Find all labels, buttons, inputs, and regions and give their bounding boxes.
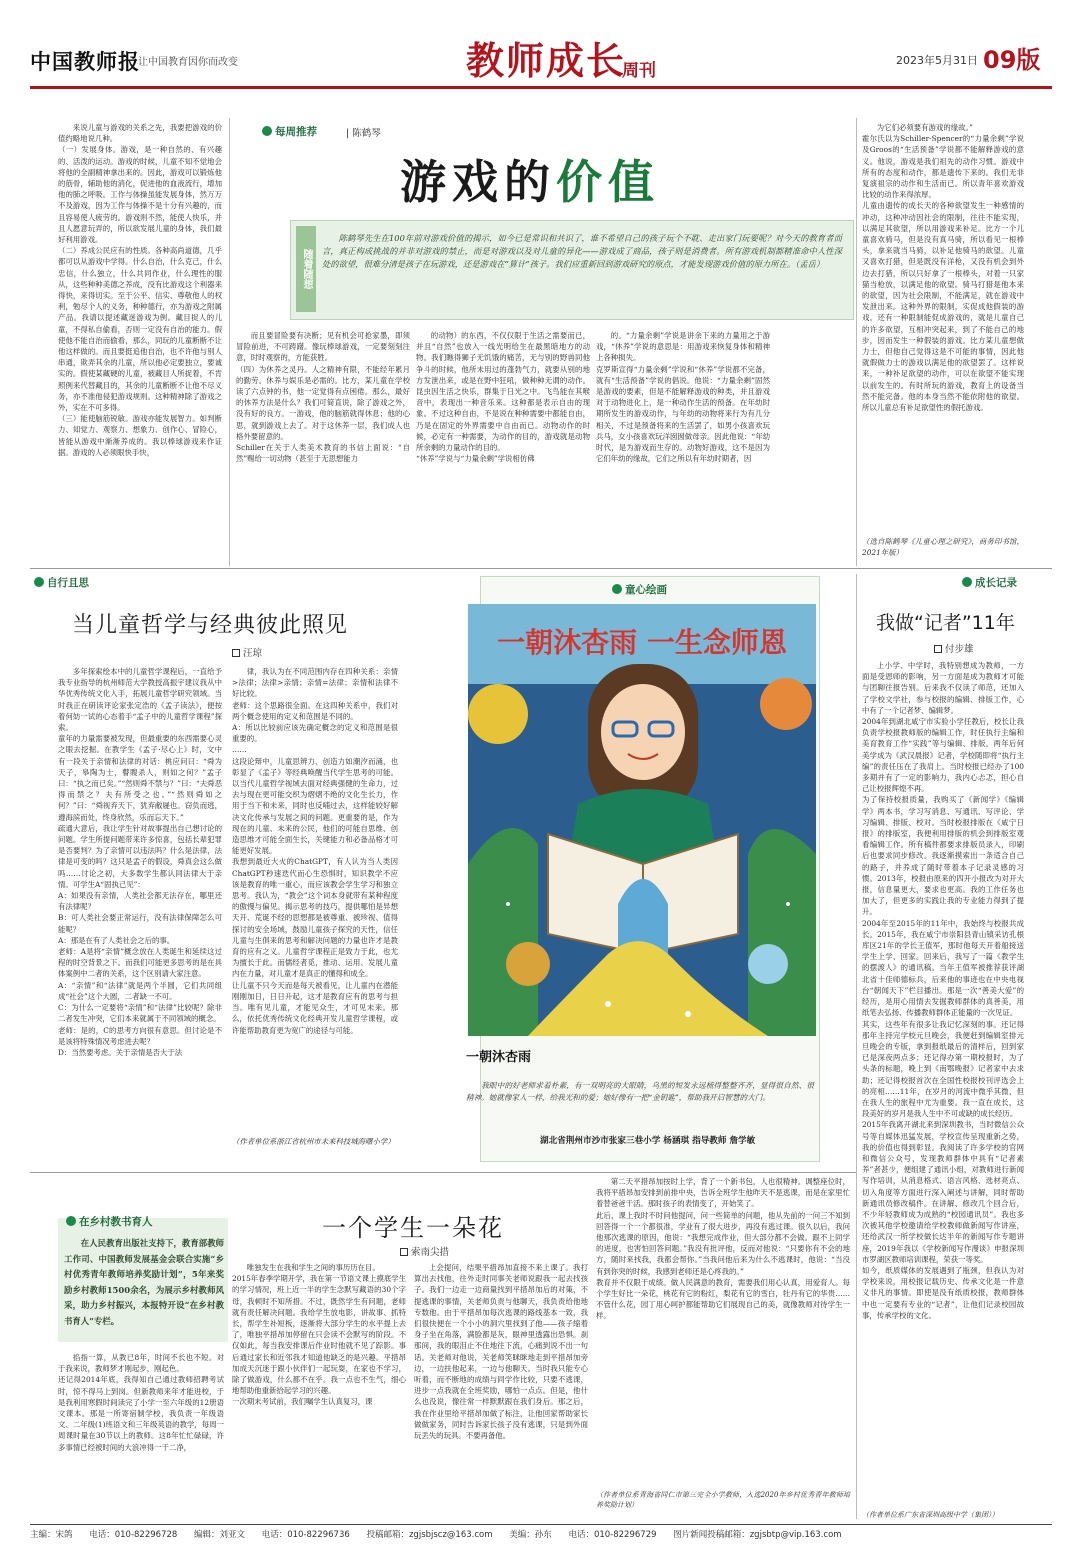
author-box-icon (934, 645, 942, 653)
game-article-col2 (236, 330, 410, 560)
game-article-byline: | 陈鹤琴 (346, 128, 381, 139)
rural-column-tag-label: 在乡村教书育人 (79, 1216, 153, 1228)
leaf-icon (34, 577, 44, 587)
reporter-article-tag (962, 575, 1017, 590)
student-article-col1 (58, 1352, 224, 1518)
leaf-icon (612, 584, 622, 594)
artwork-title: 一朝沐杏雨 (466, 1050, 532, 1065)
author-box-icon (400, 1248, 408, 1256)
game-article-tag-label: 每周推荐 (275, 126, 317, 138)
reporter-article-author: 付步雄 (945, 644, 974, 655)
footer-designer-phone: 电话：010-82296729 (568, 1530, 657, 1540)
philo-article-title: 当儿童哲学与经典彼此照见 (72, 613, 349, 638)
title-part2: 价值 (556, 155, 660, 209)
page-number: 09版 (983, 46, 1041, 74)
student-article-col1-text: 掐指一算，从教已8年，时间不长也不短。对于我来说，教师梦才刚起步，刚起色。 还记得2014年底，我得知自己通过教师招聘考试时，惊不得马上到岗。但新教师来年才能进校，于是我利用寒假时间读完了小学一至六年级的12册语文课本。那是一所寄宿制学校，我负责一年级语文、二年级(1)班语文和三年级英语的教学，每周一周课时量在30节以上的教师。这8年忙忙碌碌，许多事情已经被时间的大浪冲得一干二净， (58, 1353, 224, 1452)
newspaper-slogan: 让中国教育因你而改变 (138, 57, 238, 68)
reporter-article-text: 上小学、中学时，我特别想成为教师，一方面是受恩师的影响，另一方面是成为教师才可能与团聊往报告别。后来我不仅读了师范，还加入了学校文学社，参与校报的编辑、排版工作，心中有了一个记者梦、编辑梦。 2004年到湖北咸宁市实验小学任教后，校长让我负责学校报教师版的编辑工作，时任执行主编和美育教育工作“实践”等与编辑、排版。两年后何美学成为《武汉晨报》记者，学校随即将“执行主编”的责任压在了我肩上。当时校报已经办了100多期并有了一定的影响力，我内心忐忑，担心自己让校报辉煌不再。 为了保持校报质量，我购买了《新闻学》《编辑学》两本书，学习写消息、写通讯、写评论、学习编辑、排版、校对。当时校报排版在《咸宁日报》的排版室，我便利用排版的机会到排版室观看编辑工作。所有稿件都要求排版员录入，印刷后也要求同步修改。我逐渐摸索出一条适合自己的路子，并养成了随时带着本子记录灵感的习惯。2013年，校报由原来的四开小报改为对开大报，信息量更大，要求也更高。我的工作任务也加大了，但更多的实践让我的专业能力得到了提升。 2004年至2015年的11年中，我始终与校报共成长。2015年，我在咸宁市崇阳县青山镇采访孔根库区21年的学长王值军，那时他每天开着船接送学生上学、回家。回来后，我写了一篇《教学生的摆渡人》的通讯稿。当年王值军被推荐获评湖北省十佳师德标兵，后来他的事迹也在中央电视台“朝闻天下”栏目播出。那是一次“善美大爱”的经历，是用心用情去发掘教师群体的真善美，用纸笔去弘扬、传播教师群体正能量的一次见证。 其实，这些年有很多让我记忆深刻的事。还记得那年主持完学校元旦晚会，我便赶到编辑室排元旦晚会的专版，拿到报纸最后的清样后，回到家已是深夜两点多；还记得办第一期校报时，为了头条的标题，晚上到《南鄂晚报》记者家中去求助；还记得校报首次在全国性校报校刊评选会上的亮相……11年，在岁月的河流中微乎其微，但在我人生的旅程中尤为重要。我一直在成长，这段美好的岁月是我人生中不可或缺的成长经历。 2015年我离开湖北来到深圳教书，当时微信公众号等自媒体迅猛发展，学校宣传呈现重新之势，我的价值也得到彰显。我阅读了许多学校的官网和微信公众号，发现教师群体中具有“记者素养”者甚少，便组建了通讯小组，对教师进行新闻写作培训，从消息格式、语言风格、选材亮点、切入角度等方面进行深入阐述与讲解，同时帮助新通讯员修改稿件。在讲解、修改几个回合后，不少年轻教师成为成熟的“校园通讯员”。我也多次被其他学校邀请给学校教师做新闻写作讲座，还给武汉一所学校做长达半年的新闻写作专题讲座，2019年我以《学校新闻写作漫谈》申报深圳市罗湖区教师培训课程，荣获一等奖。 如今，纸质媒体的发展遇到了瓶颈，但我认为对学校来说，用校报记载历史、传承文化是一件意义非凡的事情。即使是没有纸质校报，教师群体中也一定要有专业的“记者”，让他们记录校园故事，传承学校的文化。 (862, 661, 1024, 1320)
artwork-tag-label: 童心绘画 (625, 584, 667, 596)
reporter-article-body (862, 660, 1024, 1508)
philo-article-tag (34, 575, 89, 590)
drawing-banner-text: 一朝沐杏雨 一生念师恩 (497, 626, 787, 659)
column-divider (229, 118, 230, 566)
game-article-title (400, 146, 660, 212)
title-part1: 游戏的 (400, 155, 556, 209)
editor-note-tag: 随着随想 (296, 226, 316, 312)
section-subtitle: 周刊 (622, 61, 656, 81)
philo-article-author: 汪琼 (243, 648, 263, 659)
artwork-tag (612, 582, 667, 597)
game-article-col4 (596, 330, 770, 560)
game-article-col1-text: 来说儿童与游戏的关系之先，我要把游戏的价值约略地说几种。 （一）发展身体。游戏，是一种自然的、有兴趣的、活泼的运动。游戏的时候，儿童不知不觉地会将他的全副精神拿出来的。因此，游戏可以锻炼他的筋骨，辅助他的消化，促进他的血液流行，增加他的肺之呼吸。工作与体操虽能发展身体，然万万不及游戏，因为工作与体操不是十分有兴趣的，而且容易使人疲劳的。游戏则不然，能使人快乐，并且人愿意玩弄的，所以欲发展儿童的身体，我们最好利用游戏。 （二）养成公民应有的性质。各种高尚道德，几乎都可以从游戏中学得。什么自治，什么克己，什么忠信，什么独立，什么共同作业，什么理性的服从，这些种种美德之养成，没有比游戏这个利器来得快，来得切实。至于公平、信实、尊敬他人的权利，勉尽个人的义务，种种德行，亦为游戏之附属产品。我请以提述藏迷游戏为例。藏目捉人的儿童，不得私自偷看，否则一定没有自治的能力。假使他不能自治而偷看，那么，同玩的儿童断断不让他这样做的。而且要挺追他自治，也不许他与别人串通，欺弄其余的儿童，所以他必定要独立，要诚实的。假使某藏硬的儿童，被藏目人所捉着，不肯照例来代替藏目的，其余的儿童断断不让他不尽义务，亦不准他侵犯游戏规则。这种精神除了游戏之外，实在不可多得。 （三）能使脑筋锐敏。游戏亦能发展智力。如判断力、知觉力、观察力、想象力、创作心、冒险心，皆能从游戏中渐渐养成的。我以棒球游戏来作证据。游戏的人必须眼快手快， (58, 123, 222, 457)
column-divider (856, 574, 857, 1519)
footer-rule (30, 1524, 1052, 1525)
game-article-col4-text: 的。“力量余剩”学说是讲余下来的力量用之于游戏，“休养”学说的意思是：用游戏来恢复身体和精神上各种损失。 克罗斯宣得“力量余剩”学说和“休养”学说都不完备，就有“生活预备”学说的倡说。他说：“力量余剩”固然是游戏的要素，但是不能解释游戏的种类，并且游戏对于动物进化上，是一种动作生活的预备。在年幼时期所发生的游戏动作，与年幼的动物将来行为有几分相关，不过是预备将来的生活罢了，如男小孩喜欢玩兵马，女小孩喜欢玩洋囡囡做母亲。因此他说：“年幼时代，是为游戏而生存的。动物好游戏，这不是因为它们年幼的缘故，它们之所以有年幼时期者，因 (596, 331, 770, 464)
philo-article-byline (232, 645, 262, 659)
child-drawing-teacher (468, 604, 816, 1036)
page-footer (30, 1528, 856, 1540)
philo-article-col2-text: 律，我认为在不同范围内存在四种关系：亲情>法律；法律>亲情；亲情=法律；亲情和法律不好比较。 老师：这个思路很全面。在这四种关系中，我们对两个概念使用的定义和范围是不同的。 A：所以比较前应该先确定概念的定义和范围是很重要的。 …… 这段论辩中，儿童思辨力、创造力如潮汐而涌，也彰显了《孟子》等经典唤醒当代学生思考的可能。以当代儿童哲学视域去面对经典强健的生命力，过去与现在更可能交织为熠熠不绝的文化生长力，作用于当下和未来，同时也反哺过去，这样能较好解决文化传承与发展之间的问题。更重要的是，作为现在的儿童、未来的公民，他们的可能自思维、创造思维才可能全面生长，关键能力和必备品格才可能更好发展。 我想到最近大火的ChatGPT，有人认为当人类因ChatGPT秒速迭代而心生恐惧时，知识教学不应该是教育的唯一重心，而应该教会学生学习和独立思考。我认为，“教会”这个词本身就带有某种程度的傲慢与偏见。揭示思考的技巧，提供哪怕是异想天开、荒诞不经的思想都是被尊重、被珍视、值得探讨的安全场域，鼓励儿童孩子探究的天性，信任儿童与生俱来的思考和解决问题的力量也许才是教育的应有之义。儿童哲学课程正是致力于此，也尤为擅长于此。而儒经者觅，推动、运用、发展儿童内在力量，对儿童才是真正的懂得和成全。 让儿童不只今天而是每天被看见，让儿童内在潜能刚刚加日，日日升起，这才是教育应有的思考与担当。唯有见儿童，才能见众生，才可见未来。那么，依托优秀传统文化经典开发儿童哲学课程，或许能帮助教育更为宽广的途径与可能。 (232, 667, 398, 1035)
student-article-col2 (232, 1262, 406, 1518)
artwork-caption: 我眼中的好老师求着朴素，有一双明亮的大眼睛，乌黑的短发永远梳得整整齐齐，显得很自然、很精神。她就像家人一样，给我光和的爱；她好像有一把“金钥匙”，帮助我开启智慧的大门。 (466, 1081, 814, 1102)
reporter-article-title: 我做“记者”11年 (876, 612, 1015, 634)
game-article-author: 陈鹤琴 (352, 128, 381, 139)
student-article-col3 (414, 1262, 588, 1518)
leaf-icon (66, 1216, 76, 1226)
reporter-article-tag-label: 成长记录 (975, 577, 1017, 589)
author-box-icon (232, 649, 240, 657)
section-divider (30, 568, 1052, 569)
student-article-byline (400, 1244, 449, 1258)
editor-note-text: 陈鹤琴先生在100年前对游戏价值的揭示，如今已是常识和共识了，谁不希望自己的孩子玩个不耽、走出家门玩要呢？对今天的教育者而言，真正构成挑战的并非对游戏的禁止，而是对游戏以及对儿童的异化——游戏成了商品，孩子则是消费者。所有游戏机制都精准命中人性深处的欲望，很难分清是孩子在玩游戏，还是游戏在“算计”孩子。我们应重新回到游戏研究的原点，才能发现游戏价值的原力所在。（孟岳） (322, 233, 842, 269)
issue-date: 2023年5月31日 (896, 54, 978, 67)
leaf-icon (262, 126, 272, 136)
student-article-col4-text: 第二天平措昂加按时上学，背了一个新书包，人也很精神。调整座位时，我将平措昂加安排到前排中央，告诉全班学生他昨天不是逃课，而是在家里忙着替爸爸干活。那时孩子的表情变了，开始笑了。 此后，课上我时不时问他提问，问一些简单的问题，他从先前的一问三不知到回答得一个一个都很准，学业有了很大进步，再没有逃过课。很久以后，我问他那次逃课的原因，他说：“我想完成作业，但大部分都不会做。跟不上同学的进度，也害怕回答问题。”我没有批评他，反而对他说：“只要你有不会的地方，随时来找我，我都会帮你。”当我问他后来为什么不逃课时，他说：“当没有到你突的时候，我感到老师还是心疼我的。” 教育并不仅限于成绩。做人民满意的教育，需要我们用心认真，用爱育人。每个学生好比一朵花，桃花有它的粉红，梨花有它的雪白，牡丹有它的华贵……不管什么花，园丁用心呵护都能帮助它们展现自己的美，就像教师对待学生一样。 (596, 1177, 850, 1321)
student-article-col2-text: 唯独发生在我和学生之间的事历历在目。 2015年春季学期开学，我在第一节语文课上摸底学生的学习情况，班上近一半的学生念默写藏语的30个字母，我顿时不知所措。不过，既然学生有问题，老师就有责任解决问题。我给学生放电影，讲故事、抓特长，帮学生补短板，逐渐将大部分学生的水平提上去了，唯独平措昂加停留在只会读不会默写的阶段。不仅如此，每当我安排课后作业时他就不见了踪影。事后通过家长和近邻我才知道他缺乏的是兴趣。平措昂加成天沉迷于跟小伙伴们一起玩耍，在家也不学习，除了做游戏，什么都不在乎。我一点也不生气，细心地帮助他重新拾起学习的兴趣。 一次期末考试前，我们嘱学生认真复习，课 (232, 1263, 406, 1407)
footer-editor: 主编：宋鸽 (30, 1530, 73, 1540)
reporter-article-byline (934, 641, 974, 655)
student-article-source: （作者单位系青海省同仁市第三完全小学教师，入选2020年乡村优秀青年教师培养奖励计划） (596, 1491, 850, 1509)
masthead (0, 0, 1080, 84)
game-article-col2-text: 而且要冒险要有决断；见有机会可抢家墨，即须冒险前进，不可踌躇。像玩棒球游戏，一定要刻刻注意，时时观察的，方能获胜。 （四）为休养之灵丹。人之精神有限，不能经年累月的勤劳。休养与娱乐是必需的。比方，某儿童在学校读了六点钟的书，他一定觉得有点困倦。那么，最好的休养方法是什么？我们可简直说，除了游戏之外，没有好的良方。一游戏，他的脑筋就得休息；他的心思，就到游戏上去了。对于这休养一层，我们成人也格外要留意的。 Schiller在关于人类美术教育的书信上面说：“自然”赐给一切动物（甚至于无思想能力 (236, 331, 410, 464)
philo-article-col1-text: 多年探索绘本中的儿童哲学课程后，一直给予我专业指导的杭州师范大学教授高振宇建议我从中华优秀传统文化入手，拓展儿童哲学研究领域。当时我正在研读评论家张定浩的《孟子读法》，便按着何妨一试的心态着手“孟子中的儿童哲学课程”探索。 童年的力量需要被发现，但最重要的东西需要心灵之眼去挖掘。在教学生《孟子·尽心上》时，文中有一段关于亲情和法律的对话：桃应问曰：“舜为天子，皋陶为士，瞽瞍杀人，则如之何？”孟子曰：“执之而已矣。”“然则舜不禁与？”曰：“夫舜恶得而禁之？夫有所受之也。”“然则舜如之何？”曰：“舜视弃天下，犹弃敝屣也。窃负而逃，遵海滨而处，终身欣然，乐而忘天下。” 疏通大意后，我让学生针对故事提出自己想讨论的问题。学生所提问题带来许多惊喜，包括长辈犯罪是否要判？为了亲情可以违法吗？什么是法律，法律是可变的吗？这只是孟子的假设，舜真会这么做吗……讨论之初，大多数学生都认同法律大于亲情。可学生A“固执己见”： A：如果没有亲情，人类社会都无法存在，哪里还有法律呢？ B：可人类社会要正常运行，没有法律保障怎么可能呢？ A：那是在有了人类社会之后的事。 老师：A是将“亲情”概念放在人类诞生和延续这过程的时空背景之下。而我们可能更多思考的是在具体案例中二者的关系，这个区别请大家注意。 A：“亲情”和“法律”就是两个半圆，它们共同组成“社会”这个大圆，二者缺一不可。 C：为什么一定要将“亲情”和“法律”比较呢？除非二者发生冲突，它们本来就属于不同领域的概念。 老师：是的，C的思考方向很有意思。但讨论是不是该将特殊情况考虑进去呢？ D：当然要考虑。关于亲情是否大于法 (58, 667, 222, 1057)
footer-copyeditor: 编辑：刘亚文 (193, 1530, 245, 1540)
section-title: 教师成长 (466, 38, 627, 83)
student-article-title: 一个学生一朵花 (322, 1214, 504, 1242)
artwork-credit: 湖北省荆州市沙市张家三巷小学 杨涵琪 指导教师 詹学敏 (540, 1136, 756, 1146)
game-article-col3-text: 的动物）的东西，不仅仅限于生活之需要而已，并且“自然”也放入一线光明给生在最黑暗地方的动物。我们瞧得狮子无饥饿的痛苦，无与别的野兽同他争斗的时候，他所未用过的蓬勃气力，就要从别的地方发泄出来，或是在野中狂吼，做种种无谓的动作。昆虫因生活之快乐，群集于日光之中。飞鸟能在其喉音中，表现出一种音乐来。这种都是表示自由的现象。不过这种自由，不是说在种种需要中都能自由，乃是在固定的外界需要中自由而已。动物动作的时候，必定有一种需要，为动作的目的，游戏就是动物所余剩的力量动作的目的。 “休养”学说与“力量余剩”学说相仿佛 (416, 331, 590, 464)
game-article-col5-text: 为它们必须要有游戏的缘故。” 霍尔氏以为Schiller-Spencer的“力量余剩”学说及Groos的“生活预备”学说都不能解释游戏的意义。他说，游戏是我们祖先的动作习惯。游戏中所有的态度和动作，都是遗传下来的。我们无非复演祖宗的动作和生活而已。所以青年喜欢游戏比较的动作来得浓厚。 儿童由遗传的成长天的各种欲望发生一种感情的冲动，这种冲动因社会的限制，往往不能实现，以满足其欲望，所以用游戏来补足。比方一个儿童喜欢骑马，但是没有真马骑，所以看见一根棒头，拿来就当马骑，以补足他骑马的欲望。儿童又喜欢打猎，但是既没有洋枪，又没有机会到外边去打猎，所以只好拿了一根棒头，对着一只家猫当枪放，以满足他的欲望。骑马打猎是他本来的欲望，因为社会限制，不能满足，就在游戏中发泄出来。这种外界的限制，实促成他假装的游戏。还有一种限制能促成游戏的，就是儿童自己的许多欲望，互相冲突起来，到了不能自己的地步，因而发生一种假装的游戏。比方某儿童想做力士，但他自己觉得这是不可能的事情，因此他就假做力士的游戏以满足他的欲望罢了。这样说来，一种补足欲望的动作，可以在欲望不能实现以前发生的。有时所玩的游戏，教育上的设备当然不能完备。他的本身当然不能依附他的欲望。所以儿童总有补足欲望性的假托游戏。 (862, 123, 1024, 413)
student-article-col3-text: 上会提问，结果平措昂加直接不来上课了。我打算出去找他，往外走时同事关老师说跟我一起去找孩子。我们一边走一边商量找到平措昂加后的对策，不提逃课的事情，关老师负责与他聊天，我负责给他地专数他。由于平措昂加每次逃课的路线基本一致，我们很快便在一个小小的洞穴里找到了他——孩子缩着身子坐在角落，满脸都是灰，眼神里透露出恐惧。刹那间，我的眼泪止不住地往下流，心痛到说不出一句话。关老师对他说，关老师笑眯眯地走到平措昂加旁边，一边扶他起来，一边与他聊天。当时我只能专心听着，而不断地的成绩与同学作比较，只要不逃课，进步一点我就在全班奖励，哪怕一点点。但是，他什么也没说，像往常一样默默跟在我们身后。那之后，我在作业里给平措昂加做了标注，让他回家帮助家长做做家务，同时告诉家长孩子没有逃课，只是到外面玩丢失的玩具。不要再备他。 (414, 1263, 588, 1441)
footer-submission-email: 投稿邮箱：zgjsbjscz@163.com (366, 1530, 493, 1540)
section-divider (30, 1172, 856, 1173)
game-article-col1 (58, 122, 222, 562)
rural-column-tag (66, 1214, 153, 1229)
footer-photo-email: 图片新闻投稿邮箱：zgjsbtp@vip.163.com (673, 1530, 842, 1540)
newspaper-logo: 中国教师报 (30, 49, 140, 74)
footer-designer: 美编：孙东 (509, 1530, 552, 1540)
column-divider (856, 118, 857, 566)
philo-article-col2 (232, 666, 398, 1134)
game-article-tag (262, 124, 317, 139)
masthead-rule (30, 86, 1052, 89)
game-article-col3 (416, 330, 590, 560)
student-article-author: 索南尖措 (411, 1247, 450, 1258)
game-article-source: （选自陈鹤琴《儿童心理之研究》，商务印书馆，2021年版） (862, 537, 1024, 558)
reporter-article-source: （作者单位系广东省深圳高级中学（集团）） (862, 1511, 999, 1519)
philo-article-col1 (58, 666, 222, 1160)
rural-column-text: 在人民教育出版社支持下，教育部教师工作司、中国教师发展基金会联合实施“乡村优秀青年教师培养奖励计划”，5年来奖励乡村教师1500余名，为展示乡村教师风采，助力乡村振兴，本报特开设“在乡村教书育人”专栏。 (64, 1238, 224, 1326)
footer-editor-phone: 电话：010-82296728 (89, 1530, 178, 1540)
footer-copyeditor-phone: 电话：010-82296736 (261, 1530, 350, 1540)
philo-article-tag-label: 自行且思 (47, 577, 89, 589)
student-article-col4 (596, 1176, 850, 1484)
leaf-icon (962, 577, 972, 587)
game-article-col5 (862, 122, 1024, 532)
philo-article-source: （作者单位系浙江省杭州市未来科技城海曙小学） (232, 1137, 395, 1146)
